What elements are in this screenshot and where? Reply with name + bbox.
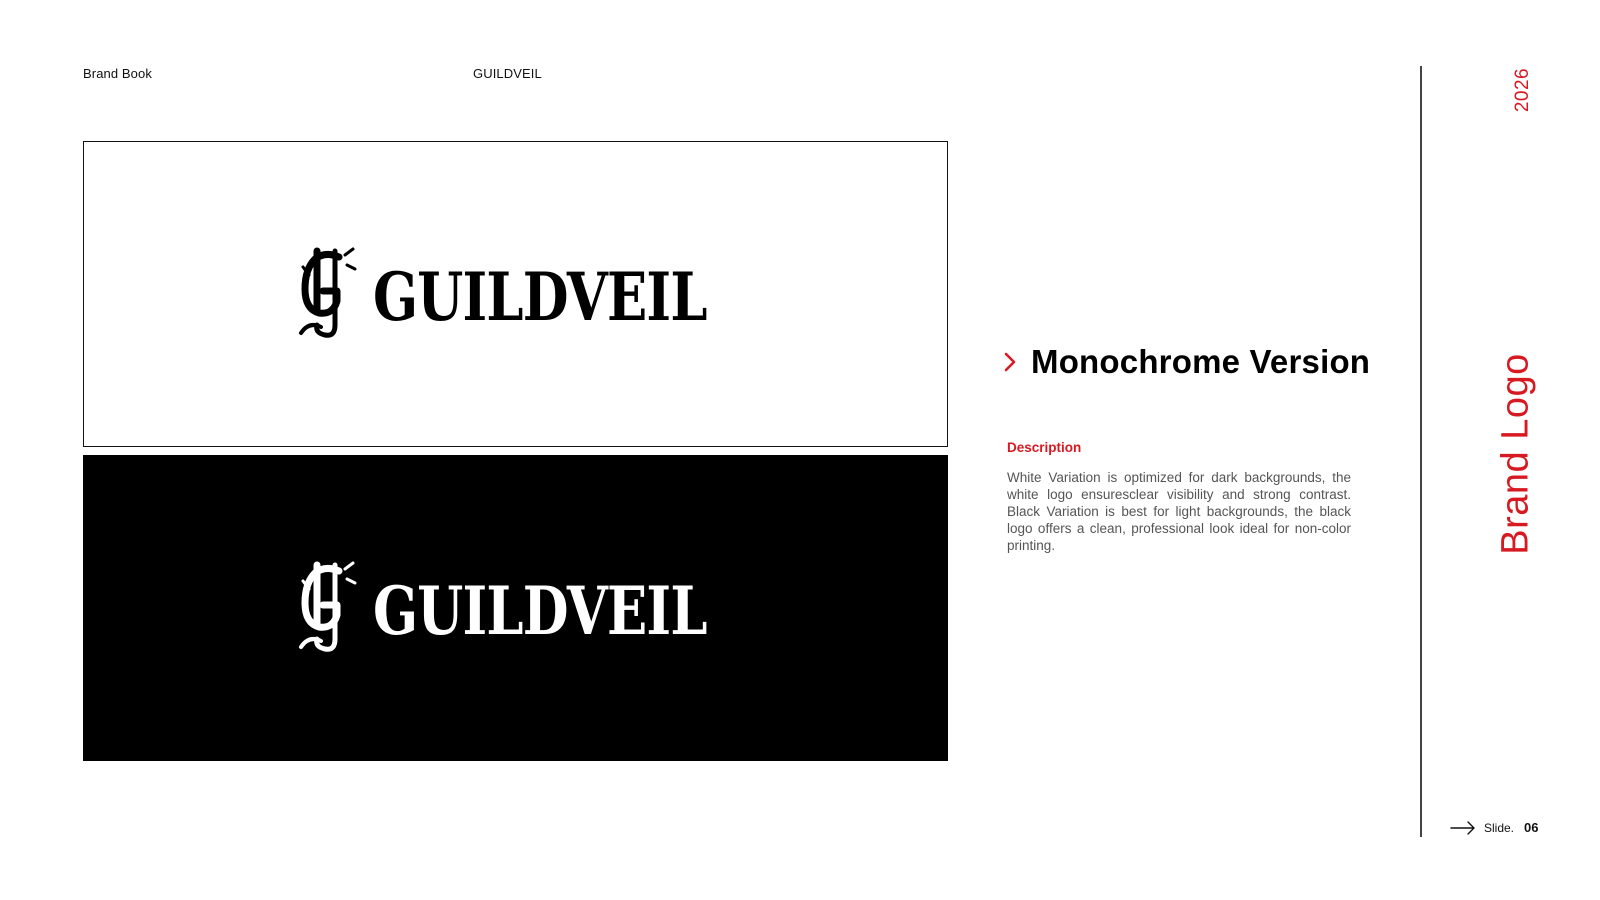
slide-indicator (1450, 820, 1539, 835)
logo-wordmark: GUILDVEIL (372, 572, 707, 650)
logo-wordmark: GUILDVEIL (372, 258, 707, 336)
slide-number: 06 (1524, 820, 1539, 835)
section-title: Monochrome Version (1031, 343, 1371, 380)
logo-lockup (295, 247, 720, 341)
vertical-divider (1420, 66, 1422, 837)
description-label: Description (1007, 440, 1082, 455)
slide-label: Slide. (1484, 820, 1515, 835)
logo-panel-black-on-white (83, 141, 948, 447)
brand-book-label: Brand Book (83, 66, 152, 81)
logo-panel-white-on-black (83, 455, 948, 761)
arrow-right-icon (1450, 821, 1476, 835)
gv-monogram-icon (295, 247, 359, 341)
logo-lockup (295, 561, 720, 655)
header-brand-name: GUILDVEIL (473, 66, 542, 81)
section-heading (1003, 343, 1370, 381)
gv-monogram-icon (295, 561, 359, 655)
year-label: 2026 (1512, 67, 1533, 113)
chevron-right-icon (1003, 351, 1017, 373)
sidebar-title: Brand Logo (1494, 353, 1537, 555)
description-text: White Variation is optimized for dark backgrounds, the white logo ensuresclear visibility and strong contrast. Black Variation is best for light backgrounds, the black logo offers a clean, professional look ideal for non-color printing. (1007, 470, 1351, 553)
